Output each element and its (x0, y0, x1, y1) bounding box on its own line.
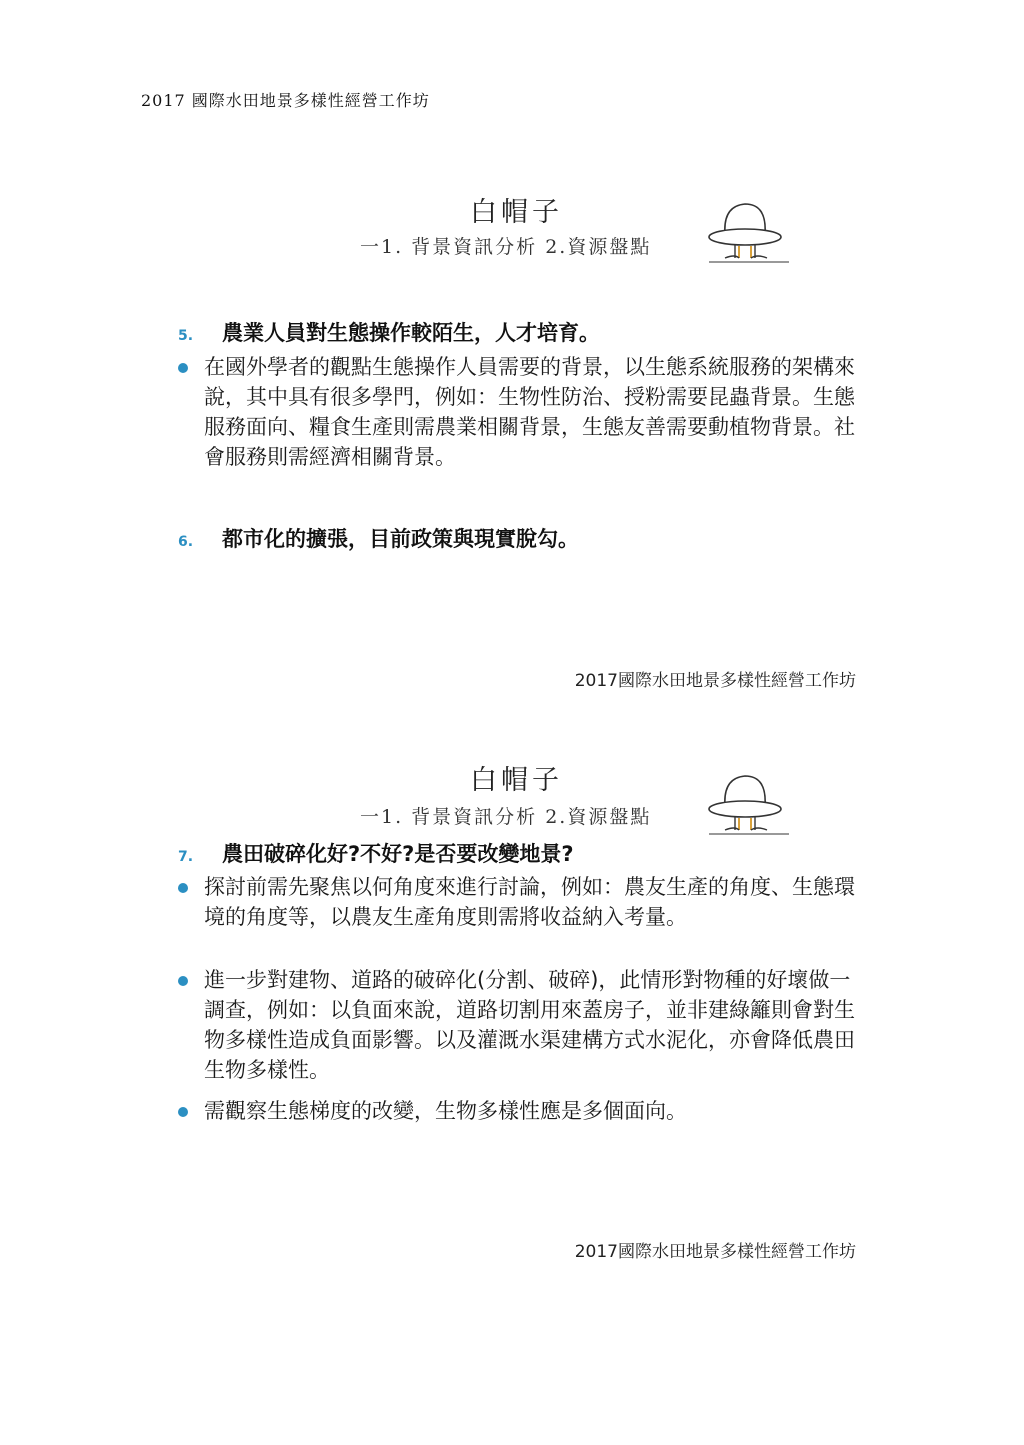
heading-text: 都市化的擴張，目前政策與現實脫勾。 (222, 527, 579, 551)
heading-number: 6. (178, 534, 194, 550)
bullet-text: 需觀察生態梯度的改變，生物多樣性應是多個面向。 (204, 1099, 687, 1123)
page-header: 2017 國際水田地景多樣性經營工作坊 (141, 91, 430, 110)
bullet-dot-icon (178, 976, 188, 986)
bullet-item (178, 965, 868, 1085)
bullet-dot-icon (178, 883, 188, 893)
bullet-text: 在國外學者的觀點生態操作人員需要的背景，以生態系統服務的架構來說，其中具有很多學門，例如：生物性防治、授粉需要昆蟲背景。生態服務面向、糧食生產則需農業相關背景，生態友善需要動植物背景。社會服務則需經濟相關背景。 (204, 355, 855, 469)
slide-footer: 2017國際水田地景多樣性經營工作坊 (574, 671, 856, 691)
slide-title: 白帽子 (470, 197, 563, 228)
slide-subtitle: 一1. 背景資訊分析 2.資源盤點 (360, 806, 652, 828)
heading-number: 7. (178, 849, 194, 865)
slide-1 (170, 180, 870, 700)
numbered-heading (178, 523, 579, 553)
heading-text: 農田破碎化好?不好?是否要改變地景? (222, 842, 574, 866)
bullet-item (178, 352, 868, 472)
bullet-dot-icon (178, 1107, 188, 1117)
slide-title: 白帽子 (470, 765, 563, 796)
heading-text: 農業人員對生態操作較陌生，人才培育。 (222, 321, 600, 345)
bullet-dot-icon (178, 363, 188, 373)
bullet-text: 進一步對建物、道路的破碎化(分割、破碎)，此情形對物種的好壞做一調查，例如：以負面來說，道路切割用來蓋房子，並非建綠籬則會對生物多樣性造成負面影響。以及灌溉水渠建構方式水泥化，亦會降低農田生物多樣性。 (204, 968, 855, 1082)
heading-number: 5. (178, 328, 194, 344)
bullet-item (178, 1096, 868, 1126)
numbered-heading (178, 838, 574, 868)
slide-2 (170, 752, 870, 1272)
bullet-item (178, 872, 868, 932)
white-hat-icon (705, 192, 795, 270)
slide-subtitle: 一1. 背景資訊分析 2.資源盤點 (360, 236, 652, 258)
numbered-heading (178, 317, 600, 347)
slide-footer: 2017國際水田地景多樣性經營工作坊 (574, 1242, 856, 1262)
bullet-text: 探討前需先聚焦以何角度來進行討論，例如：農友生產的角度、生態環境的角度等，以農友生產角度則需將收益納入考量。 (204, 875, 855, 929)
white-hat-icon (705, 764, 795, 842)
